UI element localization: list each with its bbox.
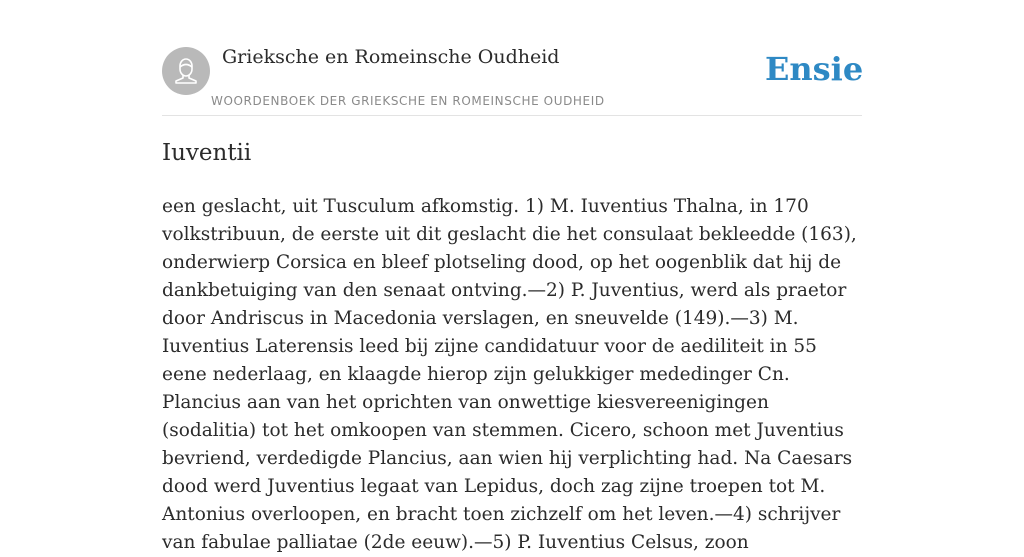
ensie-logo[interactable]: Ensie xyxy=(765,50,864,88)
header-divider xyxy=(162,115,862,116)
source-avatar[interactable] xyxy=(162,47,210,95)
source-subtitle[interactable]: WOORDENBOEK DER GRIEKSCHE EN ROMEINSCHE OUDHEID xyxy=(211,94,605,108)
user-avatar-icon xyxy=(162,47,210,95)
entry-body: een geslacht, uit Tusculum afkomstig. 1) M. Iuventius Thalna, in 170 volkstribuun, de eerste uit dit geslacht die het consulaat bekleedde (163), onderwierp Corsica en bleef plotseling dood, op het oogenblik dat hij de dankbetuiging van den senaat ontving.—2) P. Juventius, werd als praetor door Andriscus in Macedonia verslagen, en sneuvelde (149).—3) M. Iuventius Laterensis leed bij zijne candidatuur voor de aediliteit in 55 eene nederlaag, en klaagde hierop zijn gelukkiger mededinger Cn. Plancius aan van het oprichten van onwettige kiesvereenigingen (sodalitia) tot het omkoopen van stemmen. Cicero, schoon met Juventius bevriend, verdedigde Plancius, aan wien hij verplichting had. Na Caesars dood werd Juventius legaat van Lepidus, doch zag zijne troepen tot M. Antonius overloopen, en bracht toen zichzelf om het leven.—4) schrijver van fabulae palliatae (2de eeuw).—5) P. Iuventius Celsus, zoon xyxy=(162,196,857,553)
entry-title: Iuventii xyxy=(162,140,252,166)
source-title[interactable]: Grieksche en Romeinsche Oudheid xyxy=(222,46,560,68)
